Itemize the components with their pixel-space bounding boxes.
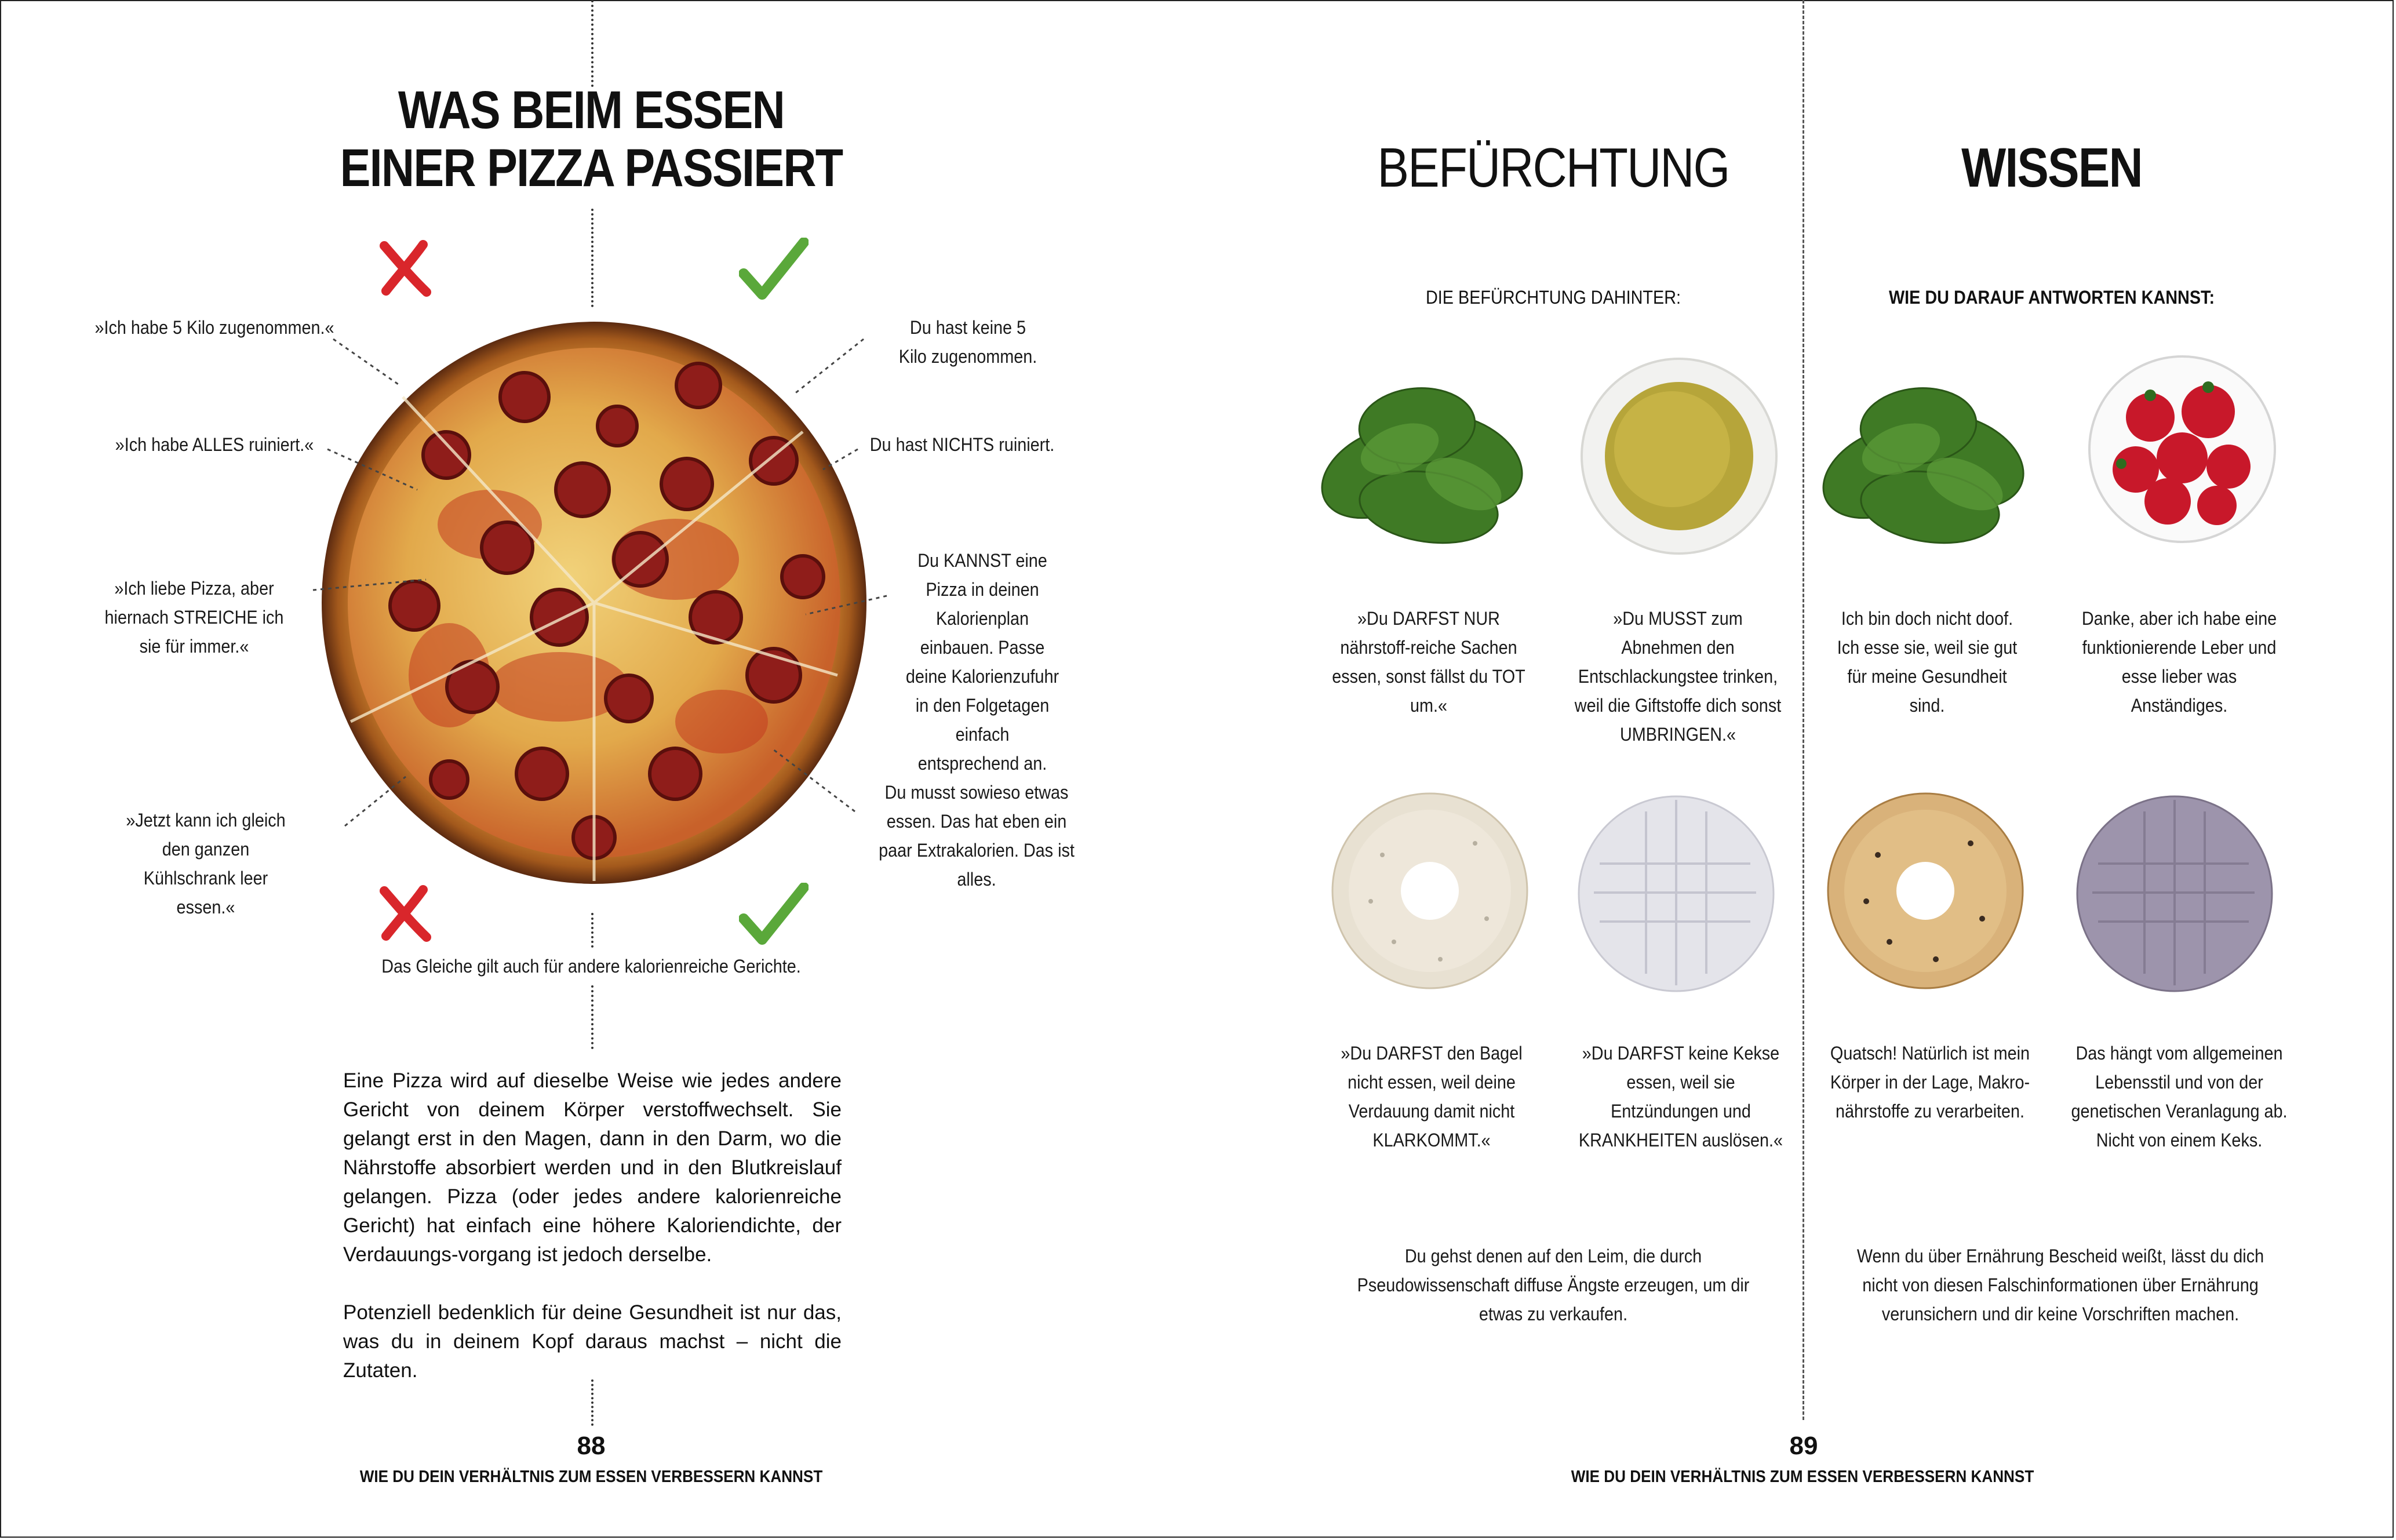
cross-icon [376, 239, 434, 297]
fear-summary: Du gehst denen auf den Leim, die durch Pseudowissenschaft diffuse Ängste erzeugen, um dir etwas zu verkaufen. [1357, 1246, 1750, 1324]
callout-left-2: »Ich habe ALLES ruiniert.« [115, 434, 314, 455]
page-number-left: 88 [577, 1432, 606, 1460]
body-paragraph-1: Eine Pizza wird auf dieselbe Weise wie jedes andere Gericht von deinem Körper verstoffwechselt. Sie gelangt erst in den Magen, dann in den Darm, wo die Nährstoffe absorbiert werden und in den Blutkreislauf gelangen. Pizza (oder jedes andere kalorienreiche Gericht) hat einfach eine höhere Kaloriendichte, der Verdauungs-vorgang ist jedoch derselbe. [343, 1069, 842, 1266]
page-title-line1: WAS BEIM ESSEN [398, 81, 785, 140]
page-number-right: 89 [1789, 1432, 1818, 1460]
center-dotted-line-mid-a [591, 209, 593, 307]
callout-right-4: Du musst sowieso etwas essen. Das hat eben ein paar Extrakalorien. Das ist alles. [879, 782, 1075, 890]
page-footer-right: WIE DU DEIN VERHÄLTNIS ZUM ESSEN VERBESSERN KANNST [1571, 1468, 2034, 1486]
callout-right-3: Du KANNST eine Pizza in deinen Kalorienplan einbauen. Passe deine Kalorienzufuhr in den Folgetagen einfach entsprechend an. [905, 550, 1059, 774]
strawberries-image [2087, 354, 2278, 545]
row1-knowledge-1: Ich bin doch nicht doof. Ich esse sie, weil sie gut für meine Gesundheit sind. [1837, 608, 2018, 716]
column-title-befuerchtung: BEFÜRCHTUNG [1377, 137, 1729, 199]
center-dotted-line-bottom [591, 1379, 593, 1426]
callout-right-2: Du hast NICHTS ruiniert. [869, 434, 1055, 455]
check-icon [739, 883, 809, 946]
column-subtitle-wissen: WIE DU DARAUF ANTWORTEN KANNST: [1888, 287, 2215, 308]
pizza-image [316, 316, 872, 890]
page-footer-left: WIE DU DEIN VERHÄLTNIS ZUM ESSEN VERBESSERN KANNST [359, 1468, 823, 1486]
cookie-image [1576, 794, 1776, 994]
row1-fear-1: »Du DARFST NUR nährstoff-reiche Sachen essen, sonst fällst du TOT um.« [1332, 608, 1525, 716]
column-title-wissen: WISSEN [1961, 137, 2142, 199]
cross-icon [376, 884, 434, 942]
center-dotted-line-mid-c [591, 985, 593, 1049]
callout-left-4: »Jetzt kann ich gleich den ganzen Kühlschrank leer essen.« [126, 810, 286, 918]
row2-fear-2: »Du DARFST keine Kekse essen, weil sie Entzündungen und KRANKHEITEN auslösen.« [1578, 1043, 1783, 1151]
knowledge-summary: Wenn du über Ernährung Bescheid weißt, lässt du dich nicht von diesen Falschinformationen über Ernährung verunsichern und dir keine Vorschriften machen. [1856, 1246, 2264, 1324]
row2-fear-1: »Du DARFST den Bagel nicht essen, weil deine Verdauung damit nicht KLARKOMMT.« [1341, 1043, 1523, 1151]
spinach-image [1313, 362, 1533, 554]
detox-tea-image [1579, 356, 1779, 556]
callout-right-1: Du hast keine 5 Kilo zugenommen. [898, 317, 1037, 367]
column-divider [1803, 0, 1804, 1420]
bagel-image [1330, 791, 1530, 991]
row2-knowledge-1: Quatsch! Natürlich ist mein Körper in der Lage, Makro-nährstoffe zu verarbeiten. [1830, 1043, 2030, 1122]
pizza-caption: Das Gleiche gilt auch für andere kalorienreiche Gerichte. [381, 956, 801, 977]
cookie-image [2075, 794, 2275, 994]
check-icon [739, 238, 809, 301]
center-dotted-line-mid-b [591, 913, 593, 948]
row1-knowledge-2: Danke, aber ich habe eine funktionierende Leber und esse lieber was Anständiges. [2081, 608, 2277, 716]
page-title [292, 81, 890, 197]
callout-left-1: »Ich habe 5 Kilo zugenommen.« [94, 317, 334, 338]
row1-fear-2: »Du MUSST zum Abnehmen den Entschlackungstee trinken, weil die Giftstoffe dich sonst UMBRINGEN.« [1574, 608, 1782, 745]
center-dotted-line-top [591, 0, 593, 87]
bagel-image [1826, 791, 2026, 991]
callout-left-3: »Ich liebe Pizza, aber hiernach STREICHE ich sie für immer.« [104, 578, 284, 657]
spinach-image [1814, 362, 2034, 554]
row2-knowledge-2: Das hängt vom allgemeinen Lebensstil und von der genetischen Veranlagung ab. Nicht von einem Keks. [2071, 1043, 2288, 1151]
page-title-line2: EINER PIZZA PASSIERT [340, 139, 843, 198]
column-subtitle-befuerchtung: DIE BEFÜRCHTUNG DAHINTER: [1425, 287, 1681, 308]
body-paragraph-2: Potenziell bedenklich für deine Gesundheit ist nur das, was du in deinem Kopf daraus machst – nicht die Zutaten. [343, 1301, 842, 1382]
